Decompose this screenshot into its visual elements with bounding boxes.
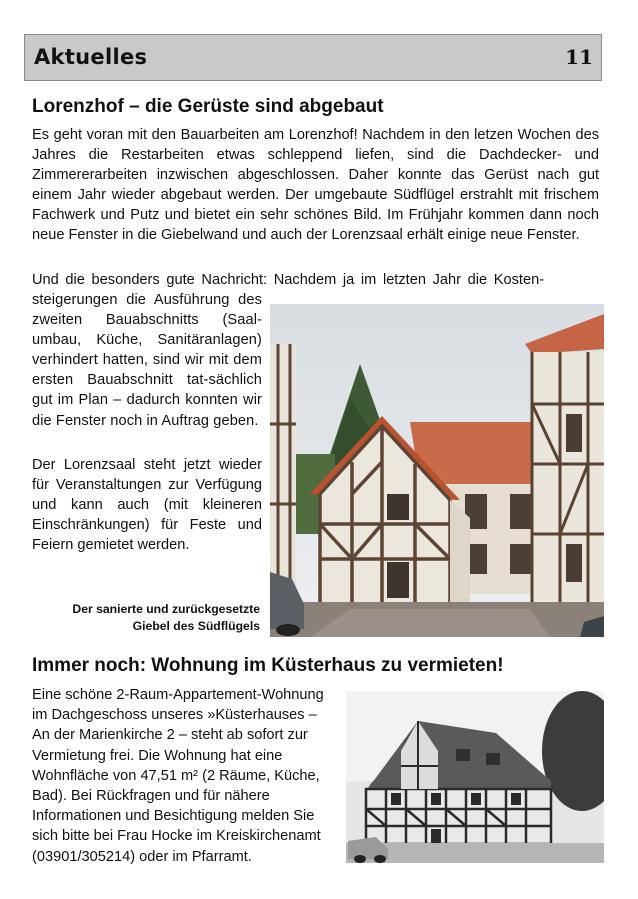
article-2-line-5: Wohnfläche von 47,51 m² (2 Räume, Küche, [32, 767, 320, 784]
caption-line-2: Giebel des Südflügels [132, 619, 260, 633]
kuesterhaus-photo [346, 691, 604, 863]
article-2-line-6: Bad). Bei Rückfragen und für nähere [32, 788, 270, 805]
article-title-kuesterhaus: Immer noch: Wohnung im Küsterhaus zu vermieten! [32, 655, 504, 676]
article-2-line-7: Informationen und Besichtigung melden Sie [32, 808, 315, 825]
page-number: 11 [565, 45, 593, 69]
article-2-line-8: sich bitte bei Frau Hocke im Kreiskirchenamt [32, 828, 321, 845]
section-label: Aktuelles [34, 45, 148, 69]
photo-caption [32, 601, 260, 635]
article-2-line-1: Eine schöne 2-Raum-Appartement-Wohnung [32, 687, 324, 703]
article-2-line-9: (03901/305214) oder im Pfarramt. [32, 848, 252, 865]
lorenzhof-photo [270, 304, 604, 637]
article-paragraph-1: Es geht voran mit den Bauarbeiten am Lorenzhof! Nachdem in den letzen Wochen des Jahres die Restarbeiten etwas schleppend liefen, sind die Dachdecker- und Zimmererarbeiten inzwischen abgeschlossen. Daher konnte das Gerüst nach gut einem Jahr wieder abgebaut werden. Der umgebaute Südflügel erstrahlt mit frischem Fachwerk und Putz und bietet ein sehr schönes Bild. Im Frühjahr kommen dann noch neue Fenster in die Giebelwand und auch der Lorenzsaal erhält einige neue Fenster. [32, 127, 599, 244]
article-2-body [32, 685, 342, 867]
article-paragraph-2: steigerungen die Ausführung des zweiten Bauabschnitts (Saal-umbau, Küche, Sanitäranlagen) verhindert hatten, sind wir mit dem ersten Bauabschnitt tat-sächlich gut im Plan – dadurch konnten wir die Fenster noch in Auftrag geben. [32, 292, 262, 429]
page-header [24, 34, 602, 81]
article-2-line-3: An der Marienkirche 2 – steht ab sofort zur [32, 727, 308, 744]
article-2-line-4: Vermietung frei. Die Wohnung hat eine [32, 747, 283, 764]
article-title-lorenzhof: Lorenzhof – die Gerüste sind abgebaut [32, 96, 384, 117]
article-paragraph-2-first-line: Und die besonders gute Nachricht: Nachdem ja im letzten Jahr die Kosten- [32, 272, 545, 288]
article-paragraph-3: Der Lorenzsaal steht jetzt wieder für Veranstaltungen zur Verfügung und kann auch (mit kleineren Einschränkungen) für Feste und Feiern gemietet werden. [32, 457, 262, 554]
caption-line-1: Der sanierte und zurückgesetzte [72, 602, 260, 616]
article-2-line-2: im Dachgeschoss unseres »Küsterhauses – [32, 707, 317, 724]
